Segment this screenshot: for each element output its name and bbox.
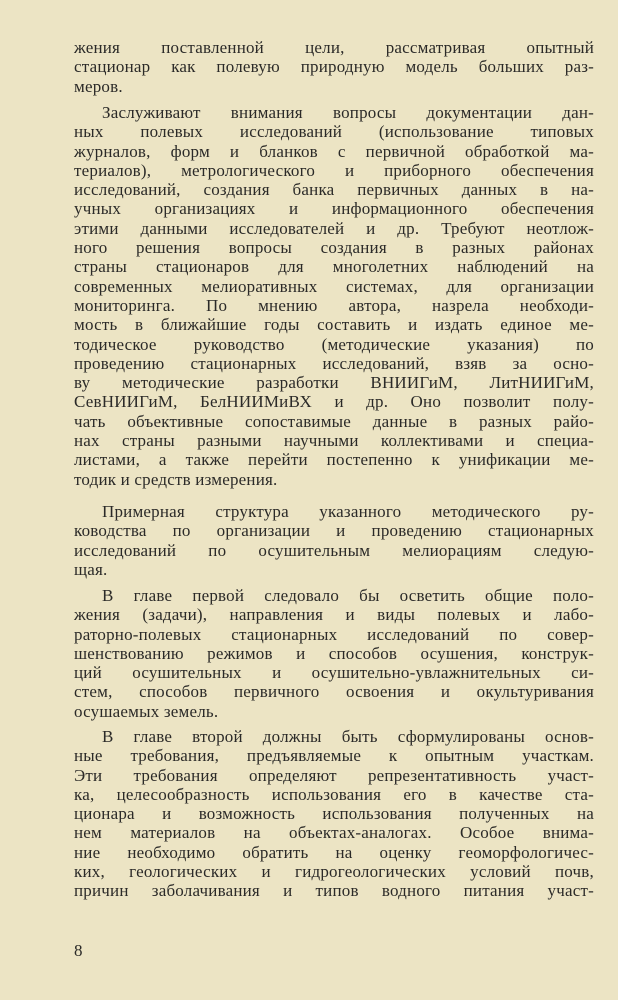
text-line: щая. xyxy=(74,559,108,579)
text-line: листами, а также перейти постепенно к унификации ме- xyxy=(74,450,594,470)
text-line: стационар как полевую природную модель больших раз- xyxy=(74,57,594,77)
text-line: проведению стационарных исследований, взяв за осно- xyxy=(74,353,594,373)
text-line: исследований по осушительным мелиорациям следую- xyxy=(74,540,594,560)
paragraph-4 xyxy=(74,586,594,721)
text-line: осушаемых земель. xyxy=(74,701,219,721)
text-line: стем, способов первичного освоения и окультуривания xyxy=(74,682,594,702)
text-line: страны стационаров для многолетних наблюдений на xyxy=(74,257,594,277)
text-line: ционара и возможность использования полученных на xyxy=(74,804,594,824)
text-line: нах страны разными научными коллективами и специа- xyxy=(74,431,594,451)
paragraph-2 xyxy=(74,103,594,489)
text-line: современных мелиоративных системах, для организации xyxy=(74,276,594,296)
text-line: раторно-полевых стационарных исследований по совер- xyxy=(74,624,594,644)
text-line: тодическое руководство (методические указания) по xyxy=(74,334,594,354)
text-line: шенствованию режимов и способов осушения, конструк- xyxy=(74,643,594,663)
text-line: мость в ближайшие годы составить и издать единое ме- xyxy=(74,315,594,335)
text-line: ка, целесообразность использования его в качестве ста- xyxy=(74,784,594,804)
text-line: ные требования, предъявляемые к опытным участкам. xyxy=(74,746,594,766)
text-line: мониторинга. По мнению автора, назрела необходи- xyxy=(74,295,594,315)
text-line: В главе второй должны быть сформулированы основ- xyxy=(102,727,594,746)
text-line: СевНИИГиМ, БелНИИМиВХ и др. Оно позволит полу- xyxy=(74,392,594,412)
text-line: ководства по организации и проведению стационарных xyxy=(74,521,594,541)
text-line: Примерная структура указанного методического ру- xyxy=(102,502,594,521)
text-line: ного решения вопросы создания в разных районах xyxy=(74,238,594,258)
text-line: причин заболачивания и типов водного питания участ- xyxy=(74,881,594,901)
text-line: ных полевых исследований (использование типовых xyxy=(74,122,594,142)
text-line: Заслуживают внимания вопросы документации дан- xyxy=(102,103,594,122)
paragraph-1 xyxy=(74,38,594,96)
text-line: ций осушительных и осушительно-увлажнительных си- xyxy=(74,663,594,683)
text-line: жения поставленной цели, рассматривая опытный xyxy=(74,38,594,57)
text-line: нем материалов на объектах-аналогах. Особое внима- xyxy=(74,823,594,843)
page-number: 8 xyxy=(74,941,83,960)
text-line: журналов, форм и бланков с первичной обработкой ма- xyxy=(74,141,594,161)
paragraph-5 xyxy=(74,727,594,901)
text-line: исследований, создания банка первичных данных в на- xyxy=(74,180,594,200)
text-line: В главе первой следовало бы осветить общие поло- xyxy=(102,586,594,605)
text-line: чать объективные сопоставимые данные в разных райо- xyxy=(74,411,594,431)
text-line: териалов), метрологического и приборного обеспечения xyxy=(74,160,594,180)
text-line: учных организациях и информационного обеспечения xyxy=(74,199,594,219)
text-line: Эти требования определяют репрезентативность участ- xyxy=(74,765,594,785)
text-line: меров. xyxy=(74,76,123,96)
text-line: ние необходимо обратить на оценку геоморфологичес- xyxy=(74,842,594,862)
text-line: этими данными исследователей и др. Требуют неотлож- xyxy=(74,218,594,238)
text-line: ву методические разработки ВНИИГиМ, ЛитНИИГиМ, xyxy=(74,373,594,393)
text-line: жения (задачи), направления и виды полевых и лабо- xyxy=(74,605,594,625)
text-line: ких, геологических и гидрогеологических условий почв, xyxy=(74,862,594,882)
paragraph-3 xyxy=(74,502,594,579)
text-line: тодик и средств измерения. xyxy=(74,469,278,489)
